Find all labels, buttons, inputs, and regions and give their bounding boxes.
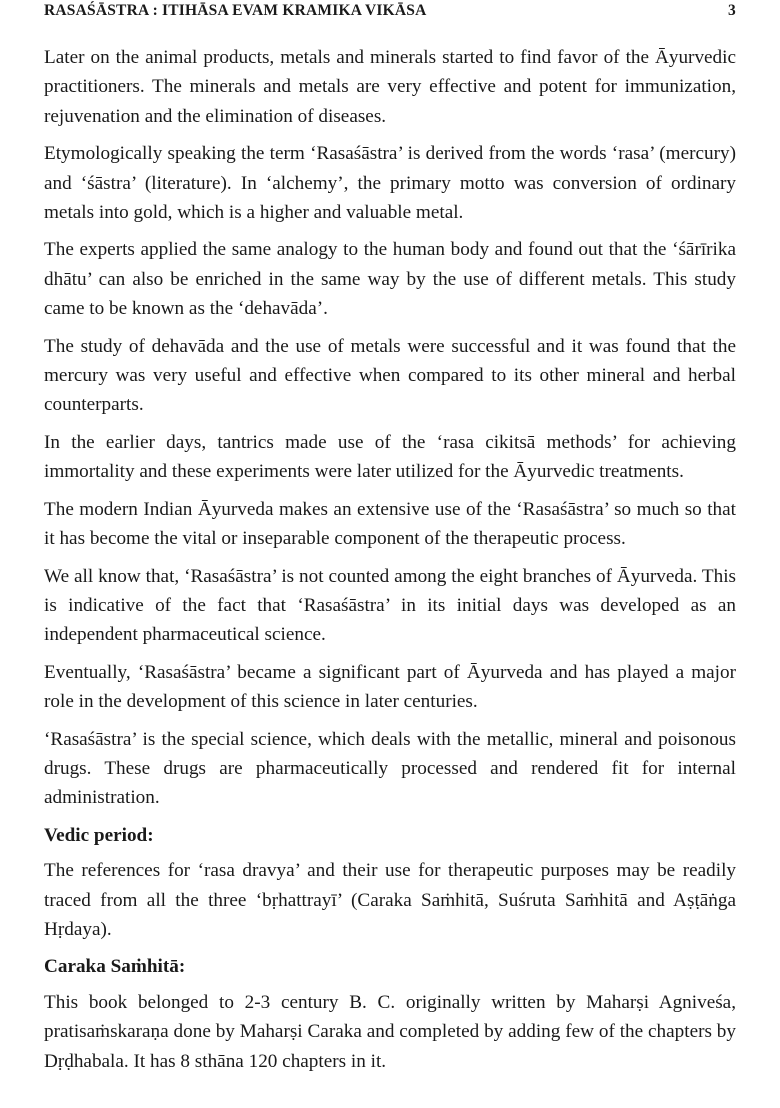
heading-caraka-samhita: Caraka Saṁhitā:	[44, 956, 186, 978]
book-page	[44, 0, 736, 1108]
page-number: 3	[728, 2, 736, 19]
paragraph-special-science: ‘Rasaśāstra’ is the special science, which deals with the metallic, mineral and poisonous drugs. These drugs are pharmaceutically processed and rendered fit for internal administration.	[44, 728, 736, 809]
running-header	[44, 2, 736, 24]
paragraph-vedic: The references for ‘rasa dravya’ and their use for therapeutic purposes may be readily traced from all the three ‘bṛhattrayī’ (Caraka Saṁhitā, Suśruta Saṁhitā and Aṣṭāṅga Hṛdaya).	[44, 860, 736, 940]
paragraph-tantrics: In the earlier days, tantrics made use of the ‘rasa cikitsā methods’ for achieving immortality and these experiments were later utilized for the Āyurvedic treatments.	[44, 431, 736, 483]
heading-vedic-period: Vedic period:	[44, 824, 154, 846]
running-title: RASAŚĀSTRA : ITIHĀSA EVAM KRAMIKA VIKĀSA	[44, 2, 427, 19]
paragraph-eventually: Eventually, ‘Rasaśāstra’ became a significant part of Āyurveda and has played a major role in the development of this science in later centuries.	[44, 661, 736, 713]
paragraph-caraka: This book belonged to 2-3 century B. C. originally written by Maharṣi Agniveśa, pratisaṁskaraṇa done by Maharṣi Caraka and completed by adding few of the chapters by Dṛḍhabala. It has 8 sthāna 120 chapters in it.	[44, 991, 736, 1072]
paragraph-dehavada: The study of dehavāda and the use of metals were successful and it was found that the mercury was very useful and effective when compared to its other mineral and herbal counterparts.	[44, 335, 736, 416]
paragraph-animal-products: Later on the animal products, metals and minerals started to find favor of the Āyurvedic practitioners. The minerals and metals are very effective and potent for immunization, rejuvenation and the elimination of diseases.	[44, 47, 736, 127]
paragraph-analogy: The experts applied the same analogy to the human body and found out that the ‘śārīrika dhātu’ can also be enriched in the same way by the use of different metals. This study came to be known as the ‘dehavāda’.	[44, 239, 736, 320]
body-text	[44, 43, 736, 1084]
paragraph-eight-branches: We all know that, ‘Rasaśāstra’ is not counted among the eight branches of Āyurveda. This is indicative of the fact that ‘Rasaśāstra’ in its initial days was developed as an independent pharmaceutical science.	[44, 565, 736, 646]
paragraph-modern-ayurveda: The modern Indian Āyurveda makes an extensive use of the ‘Rasaśāstra’ so much so that it has become the vital or inseparable component of the therapeutic process.	[44, 498, 736, 550]
paragraph-etymology: Etymologically speaking the term ‘Rasaśāstra’ is derived from the words ‘rasa’ (mercury) and ‘śāstra’ (literature). In ‘alchemy’, the primary motto was conversion of ordinary metals into gold, which is a higher and valuable metal.	[44, 143, 736, 224]
